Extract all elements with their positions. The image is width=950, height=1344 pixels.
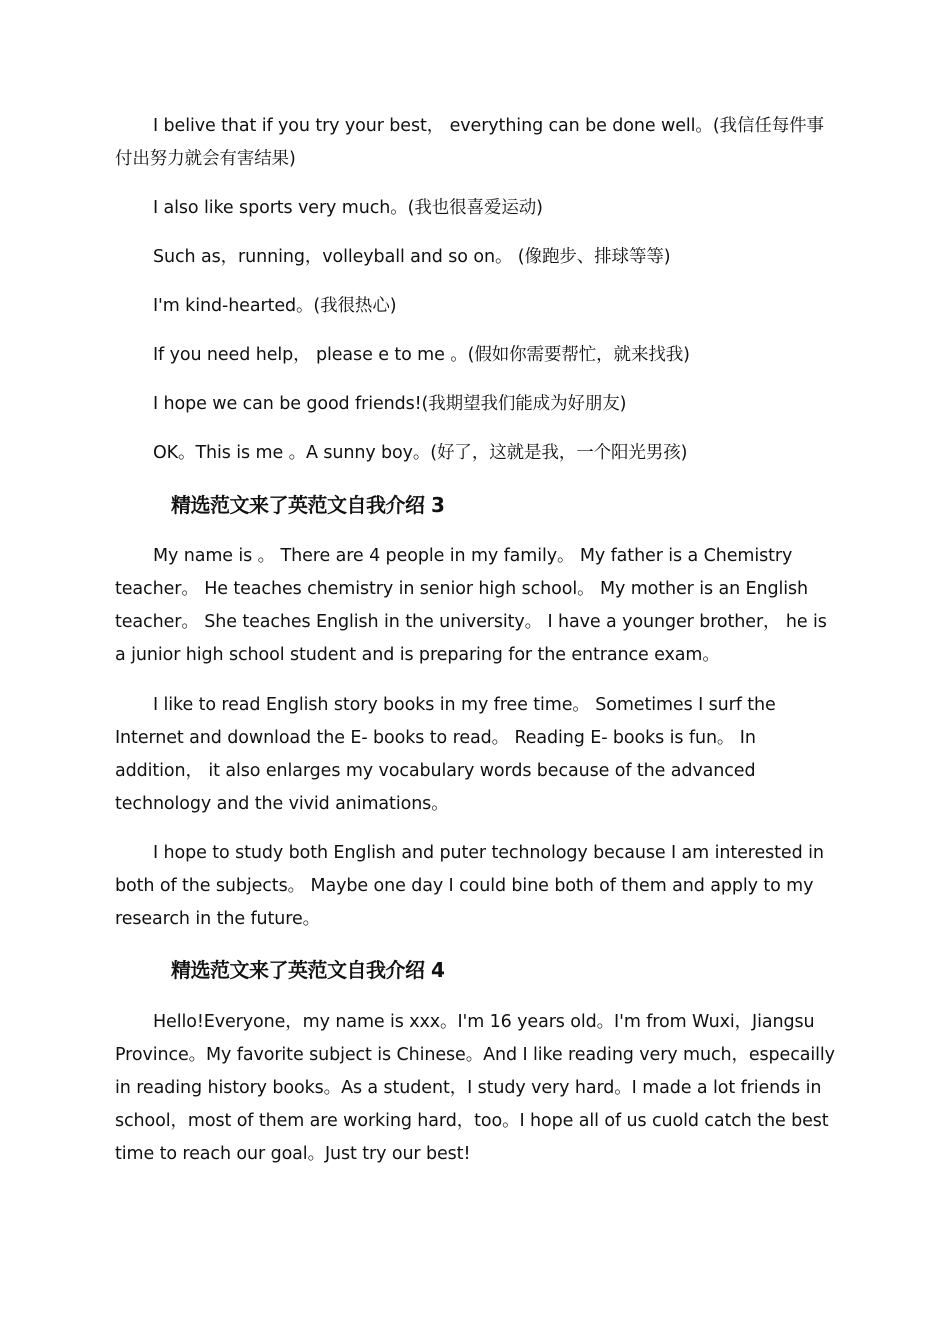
paragraph-good-friends: I hope we can be good friends!(我期望我们能成为好朋友) <box>153 394 627 414</box>
paragraph-belive: I belive that if you try your best， everything can be done well。(我信任每件事付出努力就会有害结果) <box>115 116 824 169</box>
paragraph-need-help: If you need help， please e to me 。(假如你需要帮忙，就来找我) <box>153 345 690 365</box>
paragraph-sunny-boy: OK。This is me 。A sunny boy。(好了，这就是我，一个阳光男孩) <box>153 443 688 463</box>
paragraph-sports: I also like sports very much。(我也很喜爱运动) <box>153 198 543 218</box>
section-4-paragraph-hello: Hello!Everyone，my name is xxx。I'm 16 years old。I'm from Wuxi，Jiangsu Province。My favorite subject is Chinese。And I like reading very much，especailly in reading history books。As a student，I study very hard。I made a lot friends in school，most of them are working hard，too。I hope all of us cuold catch the best time to reach our goal。Just try our best! <box>115 1012 835 1164</box>
section-4-heading: 精选范文来了英范文自我介绍 4 <box>171 958 445 982</box>
section-3-paragraph-family: My name is 。 There are 4 people in my family。 My father is a Chemistry teacher。 He teaches chemistry in senior high school。 My mother is an English teacher。 She teaches English in the university。 I have a younger brother， he is a junior high school student and is preparing for the entrance exam。 <box>115 546 827 665</box>
paragraph-such-as: Such as，running，volleyball and so on。 (像跑步、排球等等) <box>153 247 671 267</box>
section-3-paragraph-reading: I like to read English story books in my free time。 Sometimes I surf the Internet and download the E- books to read。 Reading E- books is fun。 In addition， it also enlarges my vocabulary words because of the advanced technology and the vivid animations。 <box>115 695 776 814</box>
section-3-paragraph-study: I hope to study both English and puter technology because I am interested in both of the subjects。 Maybe one day I could bine both of them and apply to my research in the future。 <box>115 843 824 929</box>
section-3-heading: 精选范文来了英范文自我介绍 3 <box>171 493 445 517</box>
paragraph-kind-hearted: I'm kind-hearted。(我很热心) <box>153 296 397 316</box>
